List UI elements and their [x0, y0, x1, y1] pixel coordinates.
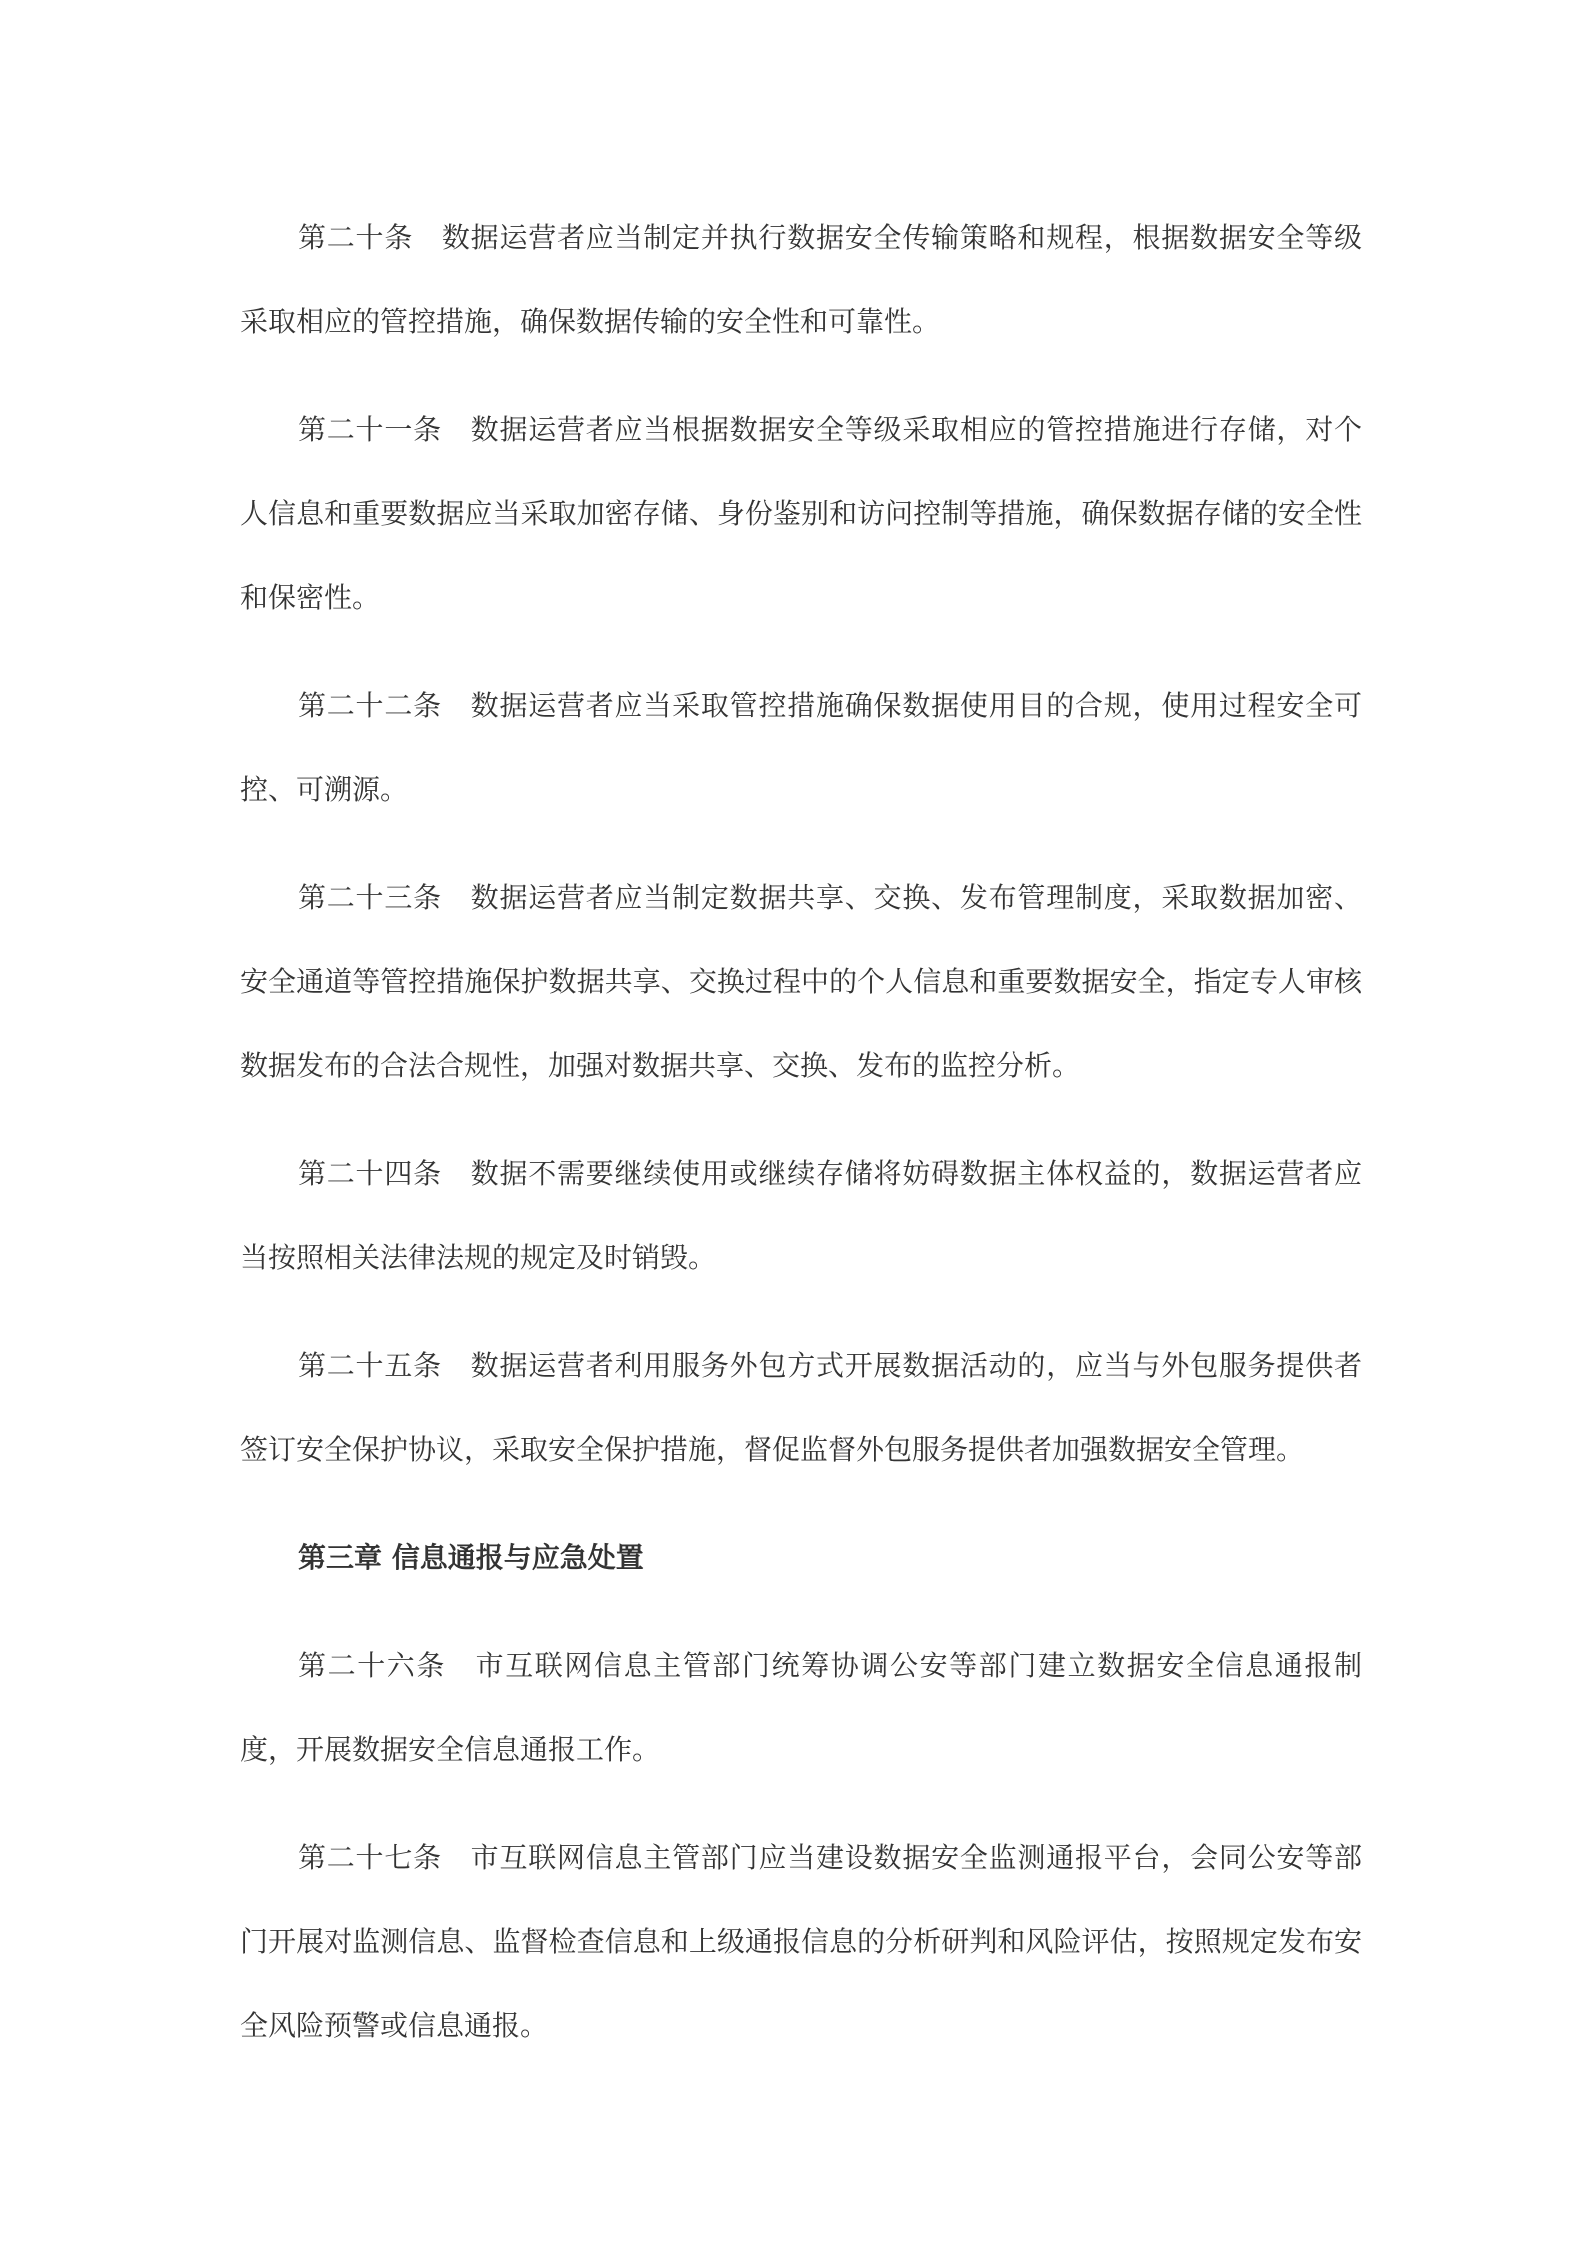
- article-number: 第二十三条: [298, 881, 442, 914]
- article-23: [240, 856, 1362, 1108]
- article-text: 数据不需要继续使用或继续存储将妨碍数据主体权益的，数据运营者应当按照相关法律法规的规定及时销毁。: [240, 1157, 1362, 1274]
- article-21: [240, 388, 1362, 640]
- article-25: [240, 1324, 1362, 1492]
- article-text: 数据运营者应当制定并执行数据安全传输策略和规程，根据数据安全等级采取相应的管控措施，确保数据传输的安全性和可靠性。: [240, 221, 1362, 338]
- article-number: 第二十一条: [298, 413, 442, 446]
- article-24: [240, 1132, 1362, 1300]
- article-text: 数据运营者利用服务外包方式开展数据活动的，应当与外包服务提供者签订安全保护协议，采取安全保护措施，督促监督外包服务提供者加强数据安全管理。: [240, 1349, 1362, 1466]
- article-number: 第二十四条: [298, 1157, 442, 1190]
- document-page: [240, 196, 1362, 2092]
- article-text: 数据运营者应当制定数据共享、交换、发布管理制度，采取数据加密、安全通道等管控措施保护数据共享、交换过程中的个人信息和重要数据安全，指定专人审核数据发布的合法合规性，加强对数据共享、交换、发布的监控分析。: [240, 881, 1362, 1082]
- article-26: [240, 1624, 1362, 1792]
- article-number: 第二十七条: [298, 1841, 442, 1874]
- article-20: [240, 196, 1362, 364]
- article-number: 第二十五条: [298, 1349, 442, 1382]
- article-number: 第二十六条: [298, 1649, 446, 1682]
- chapter-heading: 第三章 信息通报与应急处置: [298, 1541, 644, 1574]
- article-number: 第二十二条: [298, 689, 442, 722]
- article-27: [240, 1816, 1362, 2068]
- article-text: 市互联网信息主管部门应当建设数据安全监测通报平台，会同公安等部门开展对监测信息、监督检查信息和上级通报信息的分析研判和风险评估，按照规定发布安全风险预警或信息通报。: [240, 1841, 1362, 2042]
- article-text: 市互联网信息主管部门统筹协调公安等部门建立数据安全信息通报制度，开展数据安全信息通报工作。: [240, 1649, 1362, 1766]
- article-22: [240, 664, 1362, 832]
- article-number: 第二十条: [298, 221, 414, 254]
- article-text: 数据运营者应当根据数据安全等级采取相应的管控措施进行存储，对个人信息和重要数据应当采取加密存储、身份鉴别和访问控制等措施，确保数据存储的安全性和保密性。: [240, 413, 1362, 614]
- article-text: 数据运营者应当采取管控措施确保数据使用目的合规，使用过程安全可控、可溯源。: [240, 689, 1362, 806]
